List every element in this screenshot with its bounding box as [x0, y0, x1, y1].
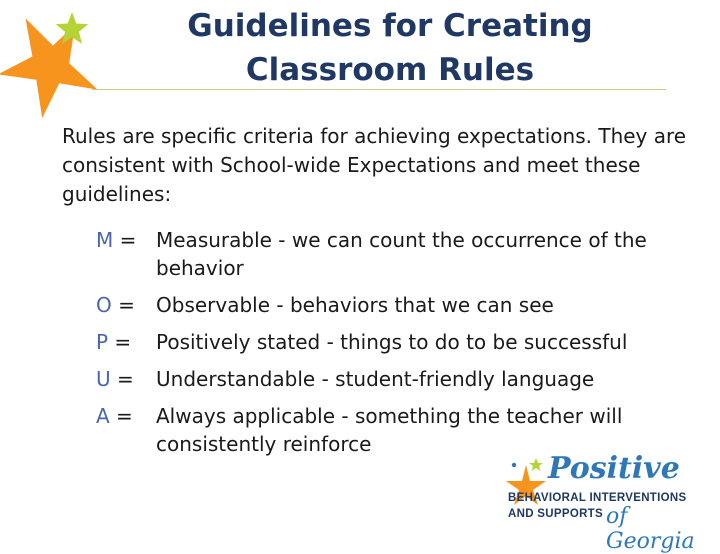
logo-line-1: BEHAVIORAL INTERVENTIONS	[508, 492, 687, 504]
rule-description: Positively stated - things to do to be successful	[156, 330, 628, 354]
list-item	[96, 291, 696, 319]
rule-letter: M	[96, 228, 114, 252]
orange-star-icon	[0, 18, 98, 118]
equals-sign: =	[111, 293, 135, 317]
logo-line-2: AND SUPPORTS	[508, 508, 603, 520]
rule-letter: O	[96, 293, 112, 317]
slide-title: Guidelines for Creating Classroom Rules	[187, 8, 593, 88]
rule-letter: A	[96, 404, 110, 428]
logo-positive-word: Positive	[548, 451, 680, 486]
rule-letter: U	[96, 367, 111, 391]
title-divider	[92, 89, 666, 90]
list-item	[96, 226, 696, 282]
intro-paragraph: Rules are specific criteria for achieving expectations. They are consistent with School-wide Expectations and meet these guidelines:	[62, 124, 687, 206]
list-item	[96, 402, 696, 458]
rule-description: Understandable - student-friendly language	[156, 367, 595, 391]
rule-description: Always applicable - something the teacher will consistently reinforce	[156, 404, 623, 456]
rule-letter: P	[96, 330, 109, 354]
logo-state: of Georgia	[606, 504, 695, 554]
equals-sign: =	[109, 404, 133, 428]
equals-sign: =	[110, 367, 134, 391]
guideline-list	[96, 226, 696, 458]
list-item	[96, 328, 696, 356]
pbis-georgia-logo	[498, 451, 718, 554]
equals-sign: =	[113, 228, 137, 252]
decorative-stars	[0, 0, 110, 130]
rule-description: Measurable - we can count the occurrence of the behavior	[156, 228, 647, 280]
equals-sign: =	[108, 330, 132, 354]
list-item	[96, 365, 696, 393]
rule-description: Observable - behaviors that we can see	[156, 293, 554, 317]
